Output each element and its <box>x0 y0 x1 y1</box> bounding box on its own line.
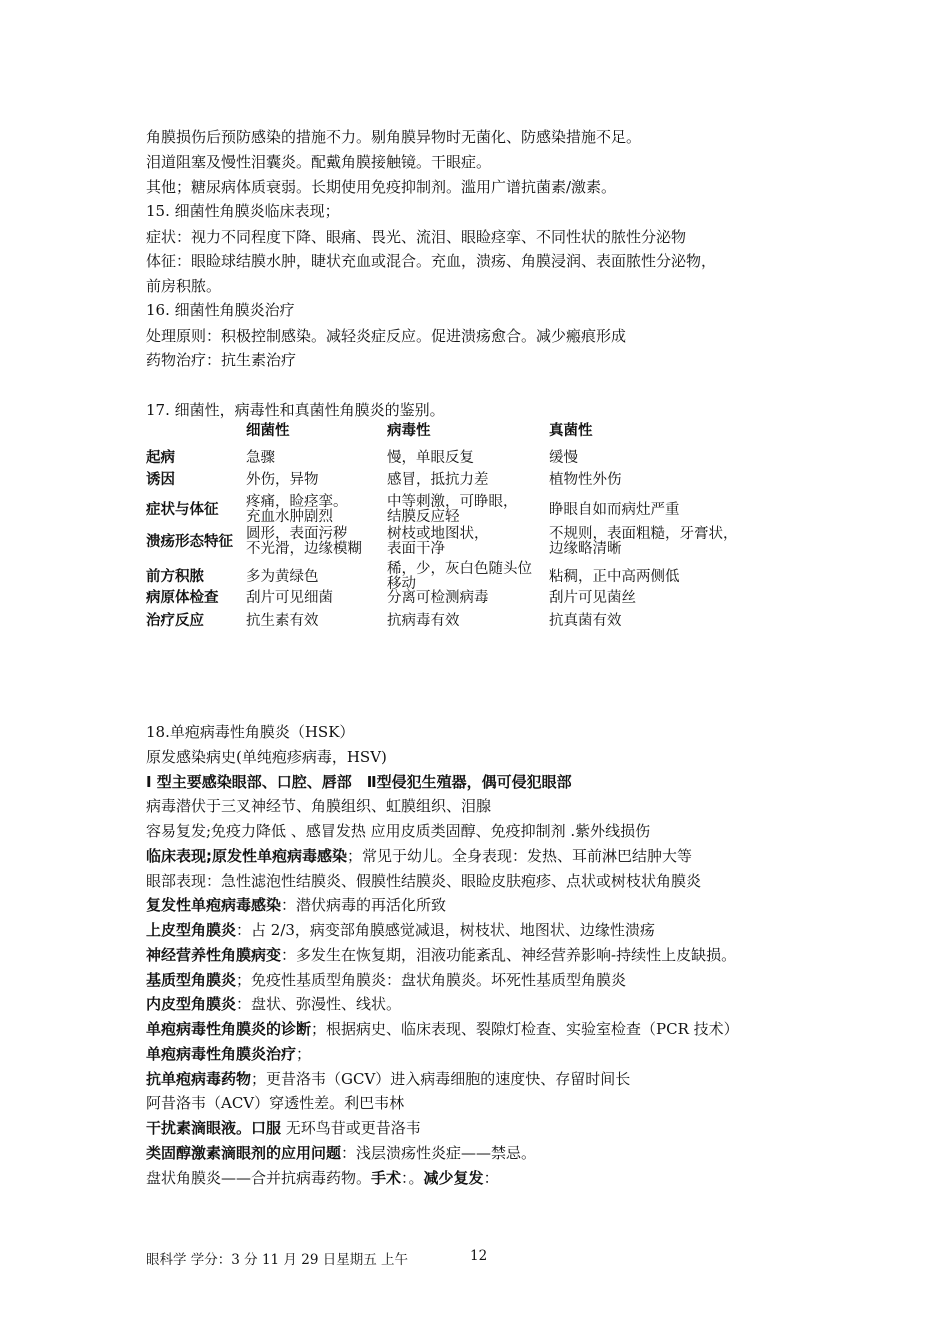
text-line: 处理原则：积极控制感染。减轻炎症反应。促进溃疡愈合。减少瘢痕形成 <box>146 327 627 345</box>
bold-text: 类固醇激素滴眼剂的应用问题 <box>146 1144 342 1162</box>
table-cell: 不光滑，边缘模糊 <box>246 541 362 557</box>
text-segment: 病毒潜伏于三叉神经节、角膜组织、虹膜组织、泪腺 <box>146 797 492 815</box>
table-cell: 不规则，表面粗糙，牙膏状， <box>549 526 738 542</box>
text-line <box>146 1069 630 1089</box>
text-segment: 眼部表现：急性滤泡性结膜炎、假膜性结膜炎、眼睑皮肤疱疹、点状或树枝状角膜炎 <box>146 872 702 890</box>
table-cell: 缓慢 <box>549 450 578 466</box>
text-segment: ：。 <box>401 1169 424 1187</box>
bold-text: 复发性单疱病毒感染 <box>146 896 282 914</box>
text-segment: ；常见于幼儿。全身表现：发热、耳前淋巴结肿大等 <box>347 847 693 865</box>
table-cell: 疼痛，睑痉挛。 <box>246 494 348 510</box>
text-line: 药物治疗：抗生素治疗 <box>146 351 297 369</box>
bold-text: 上皮型角膜炎 <box>146 921 237 939</box>
table-cell: 外伤，异物 <box>246 472 319 488</box>
bold-text: 单疱病毒性角膜炎治疗 <box>146 1045 297 1063</box>
table-cell: 稀，少，灰白色随头位 <box>387 561 532 577</box>
table-cell: 抗生素有效 <box>246 613 319 629</box>
row-label: 溃疡形态特征 <box>146 534 233 550</box>
text-segment: ； <box>296 1045 312 1063</box>
text-line <box>146 1143 536 1163</box>
text-line <box>146 1019 739 1039</box>
text-line <box>146 994 401 1014</box>
text-line: 17. 细菌性，病毒性和真菌性角膜炎的鉴别。 <box>146 401 445 419</box>
text-segment: ：盘状、弥漫性、线状。 <box>236 995 402 1013</box>
page-number: 12 <box>470 1248 488 1264</box>
text-line <box>146 895 446 915</box>
header-viral: 病毒性 <box>387 423 431 439</box>
table-cell: 慢，单眼反复 <box>387 450 474 466</box>
table-cell: 中等刺激，可睁眼， <box>387 494 518 510</box>
table-cell: 刮片可见菌丝 <box>549 590 636 606</box>
table-cell: 抗真菌有效 <box>549 613 622 629</box>
table-cell: 睁眼自如而病灶严重 <box>549 502 680 518</box>
bold-text: 内皮型角膜炎 <box>146 995 237 1013</box>
bold-text: 抗单疱病毒药物 <box>146 1070 252 1088</box>
table-cell: 充血水肿剧烈 <box>246 509 333 525</box>
header-bacterial: 细菌性 <box>246 423 290 439</box>
text-line: 其他；糖尿病体质衰弱。长期使用免疫抑制剂。滥用广谱抗菌素/激素。 <box>146 178 617 196</box>
text-line <box>146 1168 499 1188</box>
text-segment: ：浅层溃疡性炎症——禁忌。 <box>341 1144 537 1162</box>
text-line <box>146 796 491 816</box>
bold-text: 手术 <box>371 1169 402 1187</box>
text-segment: 容易复发;免疫力降低 、感冒发热 应用皮质类固醇、免疫抑制剂 .紫外线损伤 <box>146 822 651 840</box>
row-label: 症状与体征 <box>146 502 219 518</box>
table-cell: 结膜反应轻 <box>387 509 460 525</box>
text-segment: ：潜伏病毒的再活化所致 <box>281 896 447 914</box>
text-segment: 18.单疱病毒性角膜炎（HSK） <box>146 723 355 741</box>
table-cell: 移动 <box>387 576 416 592</box>
text-line: 15. 细菌性角膜炎临床表现； <box>146 202 340 220</box>
table-cell: 植物性外伤 <box>549 472 622 488</box>
text-line <box>146 722 354 742</box>
text-line: 体征：眼睑球结膜水肿，睫状充血或混合。充血，溃疡、角膜浸润、表面脓性分泌物， <box>146 252 717 270</box>
text-segment: 阿昔洛韦（ACV）穿透性差。利巴韦林 <box>146 1094 405 1112</box>
table-cell: 树枝或地图状， <box>387 526 489 542</box>
bold-text: 干扰素滴眼液。口服 <box>146 1119 282 1137</box>
text-line <box>146 821 650 841</box>
bold-text: 临床表现;原发性单疱病毒感染 <box>146 847 347 865</box>
table-cell: 圆形，表面污秽 <box>246 526 348 542</box>
text-line: 泪道阻塞及慢性泪囊炎。配戴角膜接触镜。干眼症。 <box>146 153 492 171</box>
table-cell: 急骤 <box>246 450 275 466</box>
bold-text: Ⅰ 型主要感染眼部、口腔、唇部 Ⅱ型侵犯生殖器，偶可侵犯眼部 <box>146 773 572 791</box>
bold-text: 减少复发 <box>423 1169 484 1187</box>
text-line <box>146 1118 421 1138</box>
text-segment: ；更昔洛韦（GCV）进入病毒细胞的速度快、存留时间长 <box>251 1070 631 1088</box>
table-cell: 表面干净 <box>387 541 445 557</box>
table-cell: 粘稠，正中高两侧低 <box>549 569 680 585</box>
text-line <box>146 772 572 792</box>
text-line: 角膜损伤后预防感染的措施不力。剔角膜异物时无菌化、防感染措施不足。 <box>146 128 642 146</box>
text-segment: 盘状角膜炎——合并抗病毒药物。 <box>146 1169 372 1187</box>
text-segment: ：占 2/3，病变部角膜感觉减退，树枝状、地图状、边缘性溃疡 <box>236 921 655 939</box>
bold-text: 神经营养性角膜病变 <box>146 946 282 964</box>
text-segment: ；免疫性基质型角膜炎：盘状角膜炎。坏死性基质型角膜炎 <box>236 971 627 989</box>
row-label: 起病 <box>146 450 175 466</box>
text-line <box>146 920 655 940</box>
table-cell: 多为黄绿色 <box>246 569 319 585</box>
text-segment: ；根据病史、临床表现、裂隙灯检查、实验室检查（PCR 技术） <box>311 1020 739 1038</box>
table-cell: 分离可检测病毒 <box>387 590 489 606</box>
text-line <box>146 945 736 965</box>
table-cell: 边缘略清晰 <box>549 541 622 557</box>
row-label: 病原体检查 <box>146 590 219 606</box>
row-label: 治疗反应 <box>146 613 204 629</box>
row-label: 前方积脓 <box>146 569 204 585</box>
text-line <box>146 1044 311 1064</box>
row-label: 诱因 <box>146 472 175 488</box>
table-cell: 感冒，抵抗力差 <box>387 472 489 488</box>
footer-course-info: 眼科学 学分：3 分 11 月 29 日星期五 上午 <box>146 1252 408 1268</box>
text-line <box>146 1093 404 1113</box>
text-line <box>146 846 692 866</box>
bold-text: 基质型角膜炎 <box>146 971 237 989</box>
text-line: 16. 细菌性角膜炎治疗 <box>146 301 295 319</box>
text-segment: 无环鸟苷或更昔洛韦 <box>281 1119 421 1137</box>
text-line <box>146 970 626 990</box>
text-line: 症状：视力不同程度下降、眼痛、畏光、流泪、眼睑痉挛、不同性状的脓性分泌物 <box>146 228 687 246</box>
bold-text: 单疱病毒性角膜炎的诊断 <box>146 1020 312 1038</box>
table-cell: 抗病毒有效 <box>387 613 460 629</box>
text-line: 前房积脓。 <box>146 277 222 295</box>
header-fungal: 真菌性 <box>549 423 593 439</box>
text-segment: 原发感染病史(单纯疱疹病毒，HSV) <box>146 748 387 766</box>
text-line <box>146 747 387 767</box>
text-segment: ：多发生在恢复期，泪液功能紊乱、神经营养影响-持续性上皮缺损。 <box>281 946 737 964</box>
text-line <box>146 871 701 891</box>
text-segment: ： <box>483 1169 499 1187</box>
table-cell: 刮片可见细菌 <box>246 590 333 606</box>
